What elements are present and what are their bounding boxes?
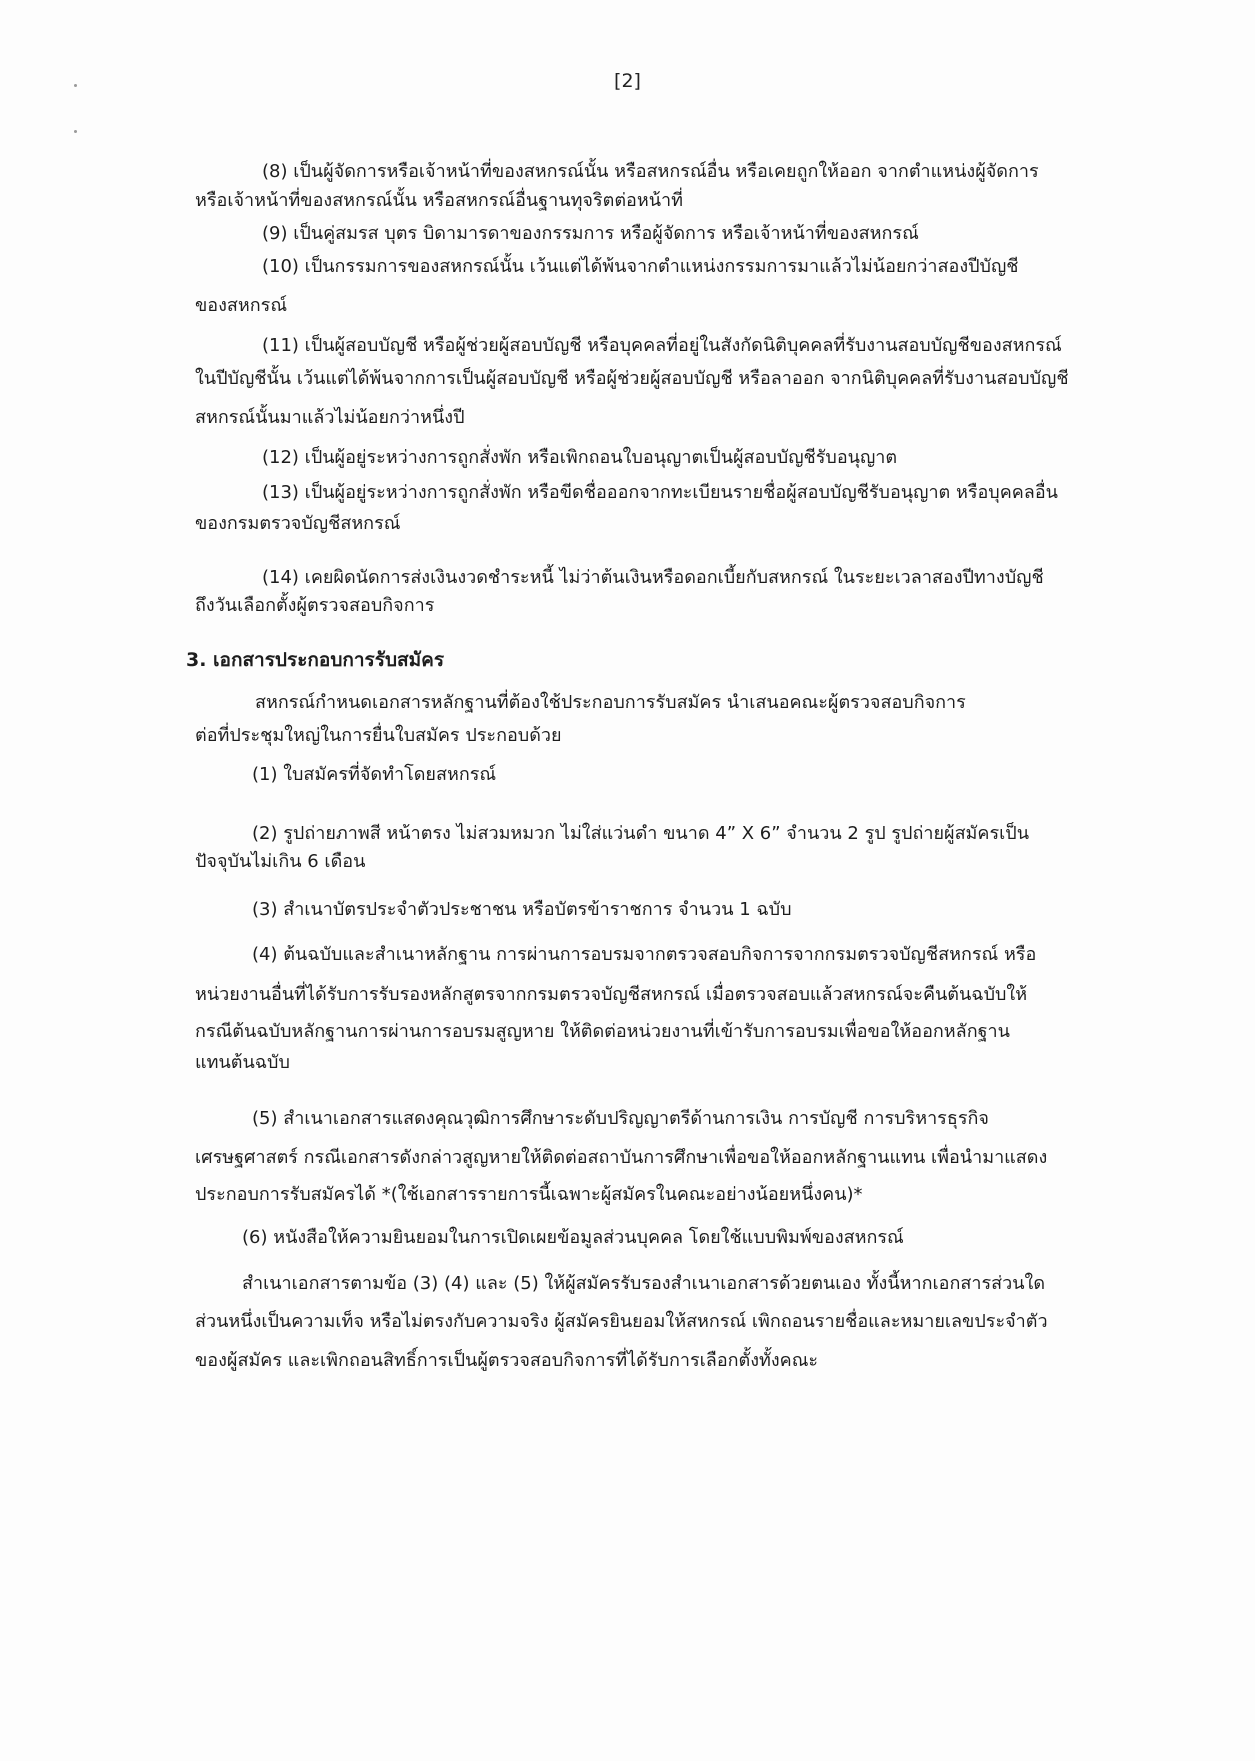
text-line: สหกรณ์กำหนดเอกสารหลักฐานที่ต้องใช้ประกอบการรับสมัคร นำเสนอคณะผู้ตรวจสอบกิจการ [255,692,966,713]
text-line: (8) เป็นผู้จัดการหรือเจ้าหน้าที่ของสหกรณ์นั้น หรือสหกรณ์อื่น หรือเคยถูกให้ออก จากตำแหน่งผู้จัดการ [262,161,1039,182]
text-line: ปัจจุบันไม่เกิน 6 เดือน [195,851,366,872]
section-heading: 3. เอกสารประกอบการรับสมัคร [186,649,445,671]
text-line: (12) เป็นผู้อยู่ระหว่างการถูกสั่งพัก หรือเพิกถอนใบอนุญาตเป็นผู้สอบบัญชีรับอนุญาต [262,447,898,468]
page-number: [2] [614,70,641,92]
text-line: ในปีบัญชีนั้น เว้นแต่ได้พ้นจากการเป็นผู้สอบบัญชี หรือผู้ช่วยผู้สอบบัญชี หรือลาออก จากนิติบุคคลที่รับงานสอบบัญชี [195,368,1069,389]
text-line: (11) เป็นผู้สอบบัญชี หรือผู้ช่วยผู้สอบบัญชี หรือบุคคลที่อยู่ในสังกัดนิติบุคคลที่รับงานสอบบัญชีของสหกรณ์ [262,335,1062,356]
text-line: ต่อที่ประชุมใหญ่ในการยื่นใบสมัคร ประกอบด้วย [195,725,562,746]
text-line: เศรษฐศาสตร์ กรณีเอกสารดังกล่าวสูญหายให้ติดต่อสถาบันการศึกษาเพื่อขอให้ออกหลักฐานแทน เพื่อนำมาแสดง [195,1147,1048,1168]
text-line: หน่วยงานอื่นที่ได้รับการรับรองหลักสูตรจากกรมตรวจบัญชีสหกรณ์ เมื่อตรวจสอบแล้วสหกรณ์จะคืนต้นฉบับให้ [195,984,1028,1005]
text-line: (6) หนังสือให้ความยินยอมในการเปิดเผยข้อมูลส่วนบุคคล โดยใช้แบบพิมพ์ของสหกรณ์ [242,1227,904,1248]
text-line: (3) สำเนาบัตรประจำตัวประชาชน หรือบัตรข้าราชการ จำนวน 1 ฉบับ [252,899,792,920]
text-line: กรณีต้นฉบับหลักฐานการผ่านการอบรมสูญหาย ให้ติดต่อหน่วยงานที่เข้ารับการอบรมเพื่อขอให้ออกหลักฐาน [195,1021,1010,1042]
text-line: (14) เคยผิดนัดการส่งเงินงวดชำระหนี้ ไม่ว่าต้นเงินหรือดอกเบี้ยกับสหกรณ์ ในระยะเวลาสองปีทางบัญชี [262,567,1044,588]
text-line: (10) เป็นกรรมการของสหกรณ์นั้น เว้นแต่ได้พ้นจากตำแหน่งกรรมการมาแล้วไม่น้อยกว่าสองปีบัญชี [262,256,1019,277]
text-line: (9) เป็นคู่สมรส บุตร บิดามารดาของกรรมการ หรือผู้จัดการ หรือเจ้าหน้าที่ของสหกรณ์ [262,223,919,244]
text-line: ส่วนหนึ่งเป็นความเท็จ หรือไม่ตรงกับความจริง ผู้สมัครยินยอมให้สหกรณ์ เพิกถอนรายชื่อและหมายเลขประจำตัว [195,1311,1048,1332]
text-line: ถึงวันเลือกตั้งผู้ตรวจสอบกิจการ [195,595,435,616]
text-line: ของผู้สมัคร และเพิกถอนสิทธิ์การเป็นผู้ตรวจสอบกิจการที่ได้รับการเลือกตั้งทั้งคณะ [195,1350,819,1371]
text-line: (2) รูปถ่ายภาพสี หน้าตรง ไม่สวมหมวก ไม่ใส่แว่นดำ ขนาด 4” X 6” จำนวน 2 รูป รูปถ่ายผู้สมัครเป็น [252,823,1030,844]
text-line: (5) สำเนาเอกสารแสดงคุณวุฒิการศึกษาระดับปริญญาตรีด้านการเงิน การบัญชี การบริหารธุรกิจ [252,1108,989,1129]
text-line: สำเนาเอกสารตามข้อ (3) (4) และ (5) ให้ผู้สมัครรับรองสำเนาเอกสารด้วยตนเอง ทั้งนี้หากเอกสารส่วนใด [242,1273,1046,1294]
text-line: สหกรณ์นั้นมาแล้วไม่น้อยกว่าหนึ่งปี [195,407,465,428]
text-line: ของสหกรณ์ [195,295,288,316]
text-line: (1) ใบสมัครที่จัดทำโดยสหกรณ์ [252,764,497,785]
text-line: หรือเจ้าหน้าที่ของสหกรณ์นั้น หรือสหกรณ์อื่นฐานทุจริตต่อหน้าที่ [195,190,683,211]
text-line: (13) เป็นผู้อยู่ระหว่างการถูกสั่งพัก หรือขีดชื่อออกจากทะเบียนรายชื่อผู้สอบบัญชีรับอนุญาต หรือบุคคลอื่น [262,482,1058,503]
text-line: แทนต้นฉบับ [195,1052,290,1073]
text-line: (4) ต้นฉบับและสำเนาหลักฐาน การผ่านการอบรมจากตรวจสอบกิจการจากกรมตรวจบัญชีสหกรณ์ หรือ [252,944,1037,965]
text-line: ประกอบการรับสมัครได้ *(ใช้เอกสารรายการนี้เฉพาะผู้สมัครในคณะอย่างน้อยหนึ่งคน)* [195,1184,863,1205]
text-line: ของกรมตรวจบัญชีสหกรณ์ [195,513,401,534]
scan-mark [74,130,77,133]
